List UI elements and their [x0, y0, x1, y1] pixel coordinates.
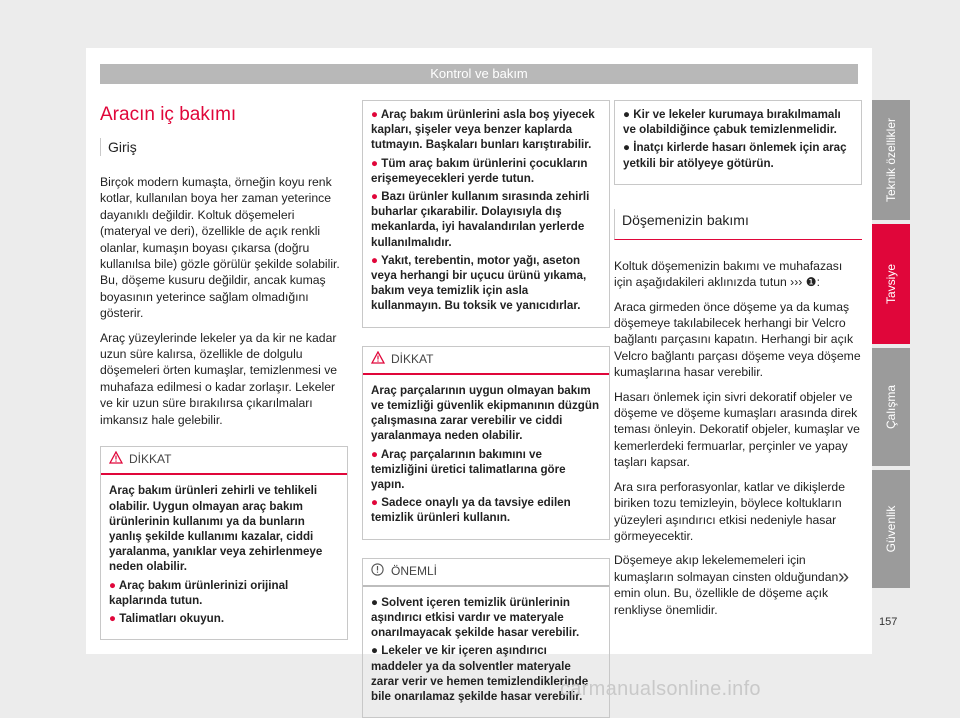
warning-box-2-heading: DİKKAT	[391, 351, 434, 366]
continue-arrow-icon: »	[838, 566, 850, 588]
list-item: ● Talimatları okuyun.	[109, 611, 225, 625]
list-item: ● Araç bakım ürünlerini asla boş yiyecek kapları, şişeler veya benzer kaplarda tutmayın. Başkaları bunları karıştırabilir.	[371, 108, 595, 152]
notice-box-heading: ÖNEMLİ	[391, 563, 438, 578]
upholstery-paragraph-4: Ara sıra perforasyonlar, katlar ve dikişlerde biriken tozu temizleyin, böylece koltukların yüzeyleri aşındırıcı etkisi nedeniyle hasar görmeyecektir.	[614, 479, 845, 543]
warning-box-2	[362, 346, 610, 540]
warning-box-1-text: Araç bakım ürünleri zehirli ve tehlikeli olabilir. Uygun olmayan araç bakım ürünlerinin kullanımı ya da bunların yanlış şekilde kullanımı kazalar, ciddi yaralanma, yanıklar veya zehirlenmeye neden olabilir.	[109, 484, 323, 574]
column-1	[100, 100, 348, 640]
notice-box-continued	[614, 100, 862, 185]
list-item: ● İnatçı kirlerde hasarı önlemek için araç yetkili bir atölyeye götürün.	[623, 141, 847, 170]
column-2	[362, 100, 610, 718]
running-header: Kontrol ve bakım	[100, 64, 858, 84]
upholstery-paragraph-3: Hasarı önlemek için sivri dekoratif objeler ve döşeme ve döşeme kumaşları arasında direk teması önleyin. Dekoratif objeler, kumaşlar ve kemerlerdeki fermuarlar, perçinler ve yapay taşları kapsar.	[614, 389, 860, 470]
warning-box-1-heading: DİKKAT	[129, 452, 172, 467]
warning-triangle-icon	[109, 451, 123, 468]
subhead-intro: Giriş	[100, 138, 348, 156]
list-item: ● Araç parçalarının bakımını ve temizliğini üretici talimatlarına göre yapın.	[371, 447, 566, 492]
list-item: ● Sadece onaylı ya da tavsiye edilen temizlik ürünleri kullanın.	[371, 496, 571, 525]
list-item: ● Solvent içeren temizlik ürünlerinin aşındırıcı etkisi vardır ve materyale onarılmayacak şekilde hasar verebilir.	[371, 595, 580, 640]
list-item: ● Tüm araç bakım ürünlerini çocukların erişemeyecekleri yerde tutun.	[371, 156, 588, 185]
upholstery-paragraph-1: Koltuk döşemenizin bakımı ve muhafazası için aşağıdakileri aklınızda tutun ››› ❶:	[614, 258, 843, 290]
warning-box-1-continued	[362, 100, 610, 328]
list-item: ● Araç bakım ürünlerinizi orijinal kaplarında tutun.	[109, 578, 289, 607]
watermark: carmanualsonline.info	[560, 678, 761, 700]
subhead-upholstery: Döşemenizin bakımı	[614, 209, 862, 240]
warning-triangle-icon	[371, 351, 385, 368]
list-item: ● Yakıt, terebentin, motor yağı, aseton veya herhangi bir uçucu ürünü yıkama, bakım veya temizlik için asla kullanmayın. Bu toksik ve yanıcıdırlar.	[371, 253, 587, 313]
tab-calisma[interactable]: Çalışma	[872, 348, 910, 466]
warning-box-2-text: Araç parçalarının uygun olmayan bakım ve temizliği güvenlik ekipmanının düzgün çalışmasına zarar verebilir ve ciddi yaralanmaya neden olabilir.	[371, 383, 600, 443]
page-number: 157	[879, 616, 898, 628]
upholstery-paragraph-2: Araca girmeden önce döşeme ya da kumaş döşemeye takılabilecek herhangi bir Velcro bağlantı parçasını kapatın. Herhangi bir açık Velcro bağlantı parçası döşeme veya döşeme kumaşlarına hasar verebilir.	[614, 299, 861, 380]
list-item: ● Bazı ürünler kullanım sırasında zehirli buharlar çıkarabilir. Dolayısıyla dış mekanlarda, iyi havalandırılan yerlerde kullanılmalıdır.	[371, 190, 590, 249]
list-item: ● Lekeler ve kir içeren aşındırıcı maddeler ya da solventler materyale zarar verir ve hemen temizlendiklerinde bile onarılamaz şekilde hasar verebilir.	[371, 644, 589, 704]
intro-paragraph-1: Birçok modern kumaşta, örneğin koyu renk kotlar, kullanılan boya her zaman yeterince dayanıklı değildir. Koltuk döşemeleri (materyal ve deri), özellikle de açık renkli olanlar, kumaşın boyası çıkarsa (doğru kullanılsa bile) gözle görülür şekilde solabilir. Bu, döşeme kusuru değildir, ancak kumaş boyasının yeterince sağlam olmadığını gösterir.	[100, 175, 340, 321]
tab-teknik-ozellikler[interactable]: Teknik özellikler	[872, 100, 910, 220]
upholstery-paragraph-5: Döşemeye akıp lekelememeleri için kumaşların solmayan cinsten olduğundan emin olun. Bu, özellikle de döşeme açık renkliyse önemlidir.	[614, 553, 839, 617]
intro-paragraph-2: Araç yüzeylerinde lekeler ya da kir ne kadar uzun süre kalırsa, özellikle de dolgulu döşemeleri örten kumaşlar, temizlenmesi ve muhafaza edilmesi o kadar zorlaşır. Lekeler ve kir uzun süre bırakılırsa çıkarılmaları imkansız hale gelebilir.	[100, 330, 338, 427]
info-circle-icon	[371, 563, 384, 580]
tab-tavsiye[interactable]: Tavsiye	[872, 224, 910, 344]
section-title: Aracın iç bakımı	[100, 104, 237, 125]
list-item: ● Kir ve lekeler kurumaya bırakılmamalı ve olabildiğince çabuk temizlenmelidir.	[623, 108, 841, 137]
warning-box-1	[100, 446, 348, 640]
column-3	[614, 100, 862, 626]
tab-guvenlik[interactable]: Güvenlik	[872, 470, 910, 588]
